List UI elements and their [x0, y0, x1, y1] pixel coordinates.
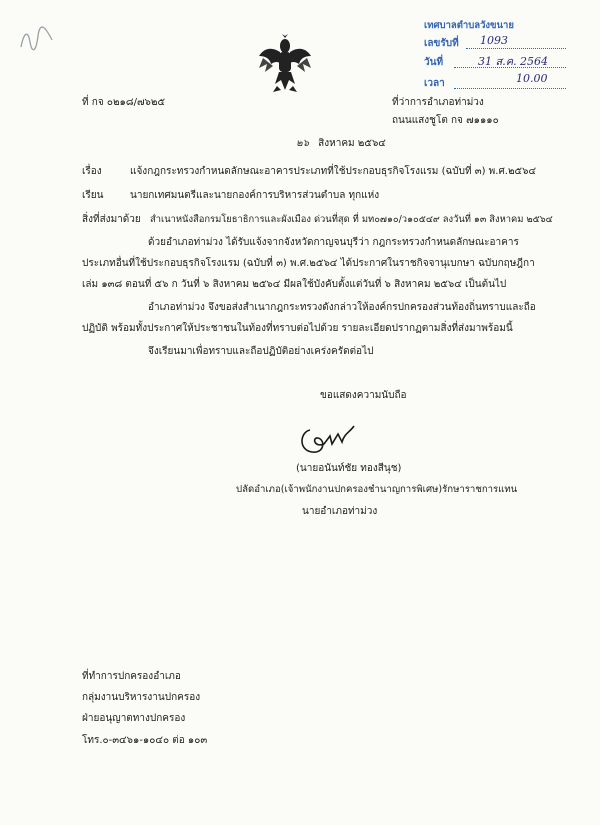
- attachment-text: สำเนาหนังสือกรมโยธาธิการและผังเมือง ด่วนที่สุด ที่ มท๐๗๑๐/ว๑๐๕๔๙ ลงวันที่ ๑๓ สิงหาคม ๒๕๖๔: [150, 214, 553, 225]
- handwritten-signature: [296, 422, 360, 456]
- office-address: ถนนแสงชูโต กจ ๗๑๑๑๐: [392, 115, 499, 126]
- footer-line-2: กลุ่มงานบริหารงานปกครอง: [82, 692, 201, 703]
- subject-text: แจ้งกฎกระทรวงกำหนดลักษณะอาคารประเภทที่ใช้ประกอบธุรกิจโรงแรม (ฉบับที่ ๓) พ.ศ.๒๕๖๔: [130, 166, 537, 177]
- received-stamp: [418, 14, 568, 94]
- stamp-receive-value: 1093: [480, 34, 508, 47]
- stamp-time-label: เวลา: [424, 78, 445, 89]
- stamp-receive-label: เลขรับที่: [424, 38, 459, 49]
- corner-handwritten-note: [18, 22, 58, 56]
- signer-name: (นายอนันท์ชัย ทองสีนุช): [296, 463, 402, 474]
- stamp-time-value: 10.00: [516, 72, 548, 85]
- stamp-date-value: 31 ส.ค. 2564: [478, 55, 549, 68]
- garuda-emblem-icon: [257, 34, 313, 94]
- issuing-office: ที่ว่าการอำเภอท่าม่วง: [392, 97, 484, 108]
- to-text: นายกเทศมนตรีและนายกองค์การบริหารส่วนตำบล ทุกแห่ง: [130, 190, 380, 201]
- document-date: [296, 136, 386, 152]
- footer-line-1: ที่ทำการปกครองอำเภอ: [82, 671, 181, 682]
- stamp-date-label: วันที่: [424, 57, 444, 68]
- body-paragraph-1: ด้วยอำเภอท่าม่วง ได้รับแจ้งจากจังหวัดกาญจนบุรีว่า กฎกระทรวงกำหนดลักษณะอาคารประเภทอื่นที่ใช้ประกอบธุรกิจโรงแรม (ฉบับที่ ๓) พ.ศ.๒๕๖๔ ได้ประกาศในราชกิจจานุเบกษา ฉบับกฤษฎีกา เล่ม ๑๓๘ ตอนที่ ๕๖ ก วันที่ ๖ สิงหาคม ๒๕๖๔ มีผลใช้บังคับตั้งแต่วันที่ ๖ สิงหาคม ๒๕๖๔ เป็นต้นไป: [82, 237, 535, 290]
- subject-label: เรื่อง: [82, 166, 102, 177]
- date-month-year: สิงหาคม ๒๕๖๔: [318, 138, 386, 149]
- signer-position: นายอำเภอท่าม่วง: [302, 506, 378, 517]
- stamp-office: เทศบาลตำบลวังขนาย: [424, 20, 514, 31]
- body-paragraph-2: อำเภอท่าม่วง จึงขอส่งสำเนากฎกระทรวงดังกล่าวให้องค์กรปกครองส่วนท้องถิ่นทราบและถือปฏิบัติ พร้อมทั้งประกาศให้ประชาชนในท้องที่ทราบต่อไปด้วย รายละเอียดปรากฏตามสิ่งที่ส่งมาพร้อมนี้: [82, 302, 536, 334]
- signer-title: ปลัดอำเภอ(เจ้าพนักงานปกครองชำนาญการพิเศษ)รักษาราชการแทน: [236, 484, 518, 495]
- closing-phrase: ขอแสดงความนับถือ: [320, 390, 407, 401]
- reference-number: ที่ กจ ๐๒๑๘/๗๖๒๕: [82, 97, 166, 108]
- footer-phone: โทร.๐-๓๔๖๑-๑๐๔๐ ต่อ ๑๐๓: [82, 735, 208, 746]
- attachment-label: สิ่งที่ส่งมาด้วย: [82, 214, 141, 225]
- date-day: ๒๖: [296, 138, 309, 149]
- body-paragraph-3: จึงเรียนมาเพื่อทราบและถือปฏิบัติอย่างเคร่งครัดต่อไป: [148, 346, 374, 357]
- footer-line-3: ฝ่ายอนุญาตทางปกครอง: [82, 713, 186, 724]
- to-label: เรียน: [82, 190, 104, 201]
